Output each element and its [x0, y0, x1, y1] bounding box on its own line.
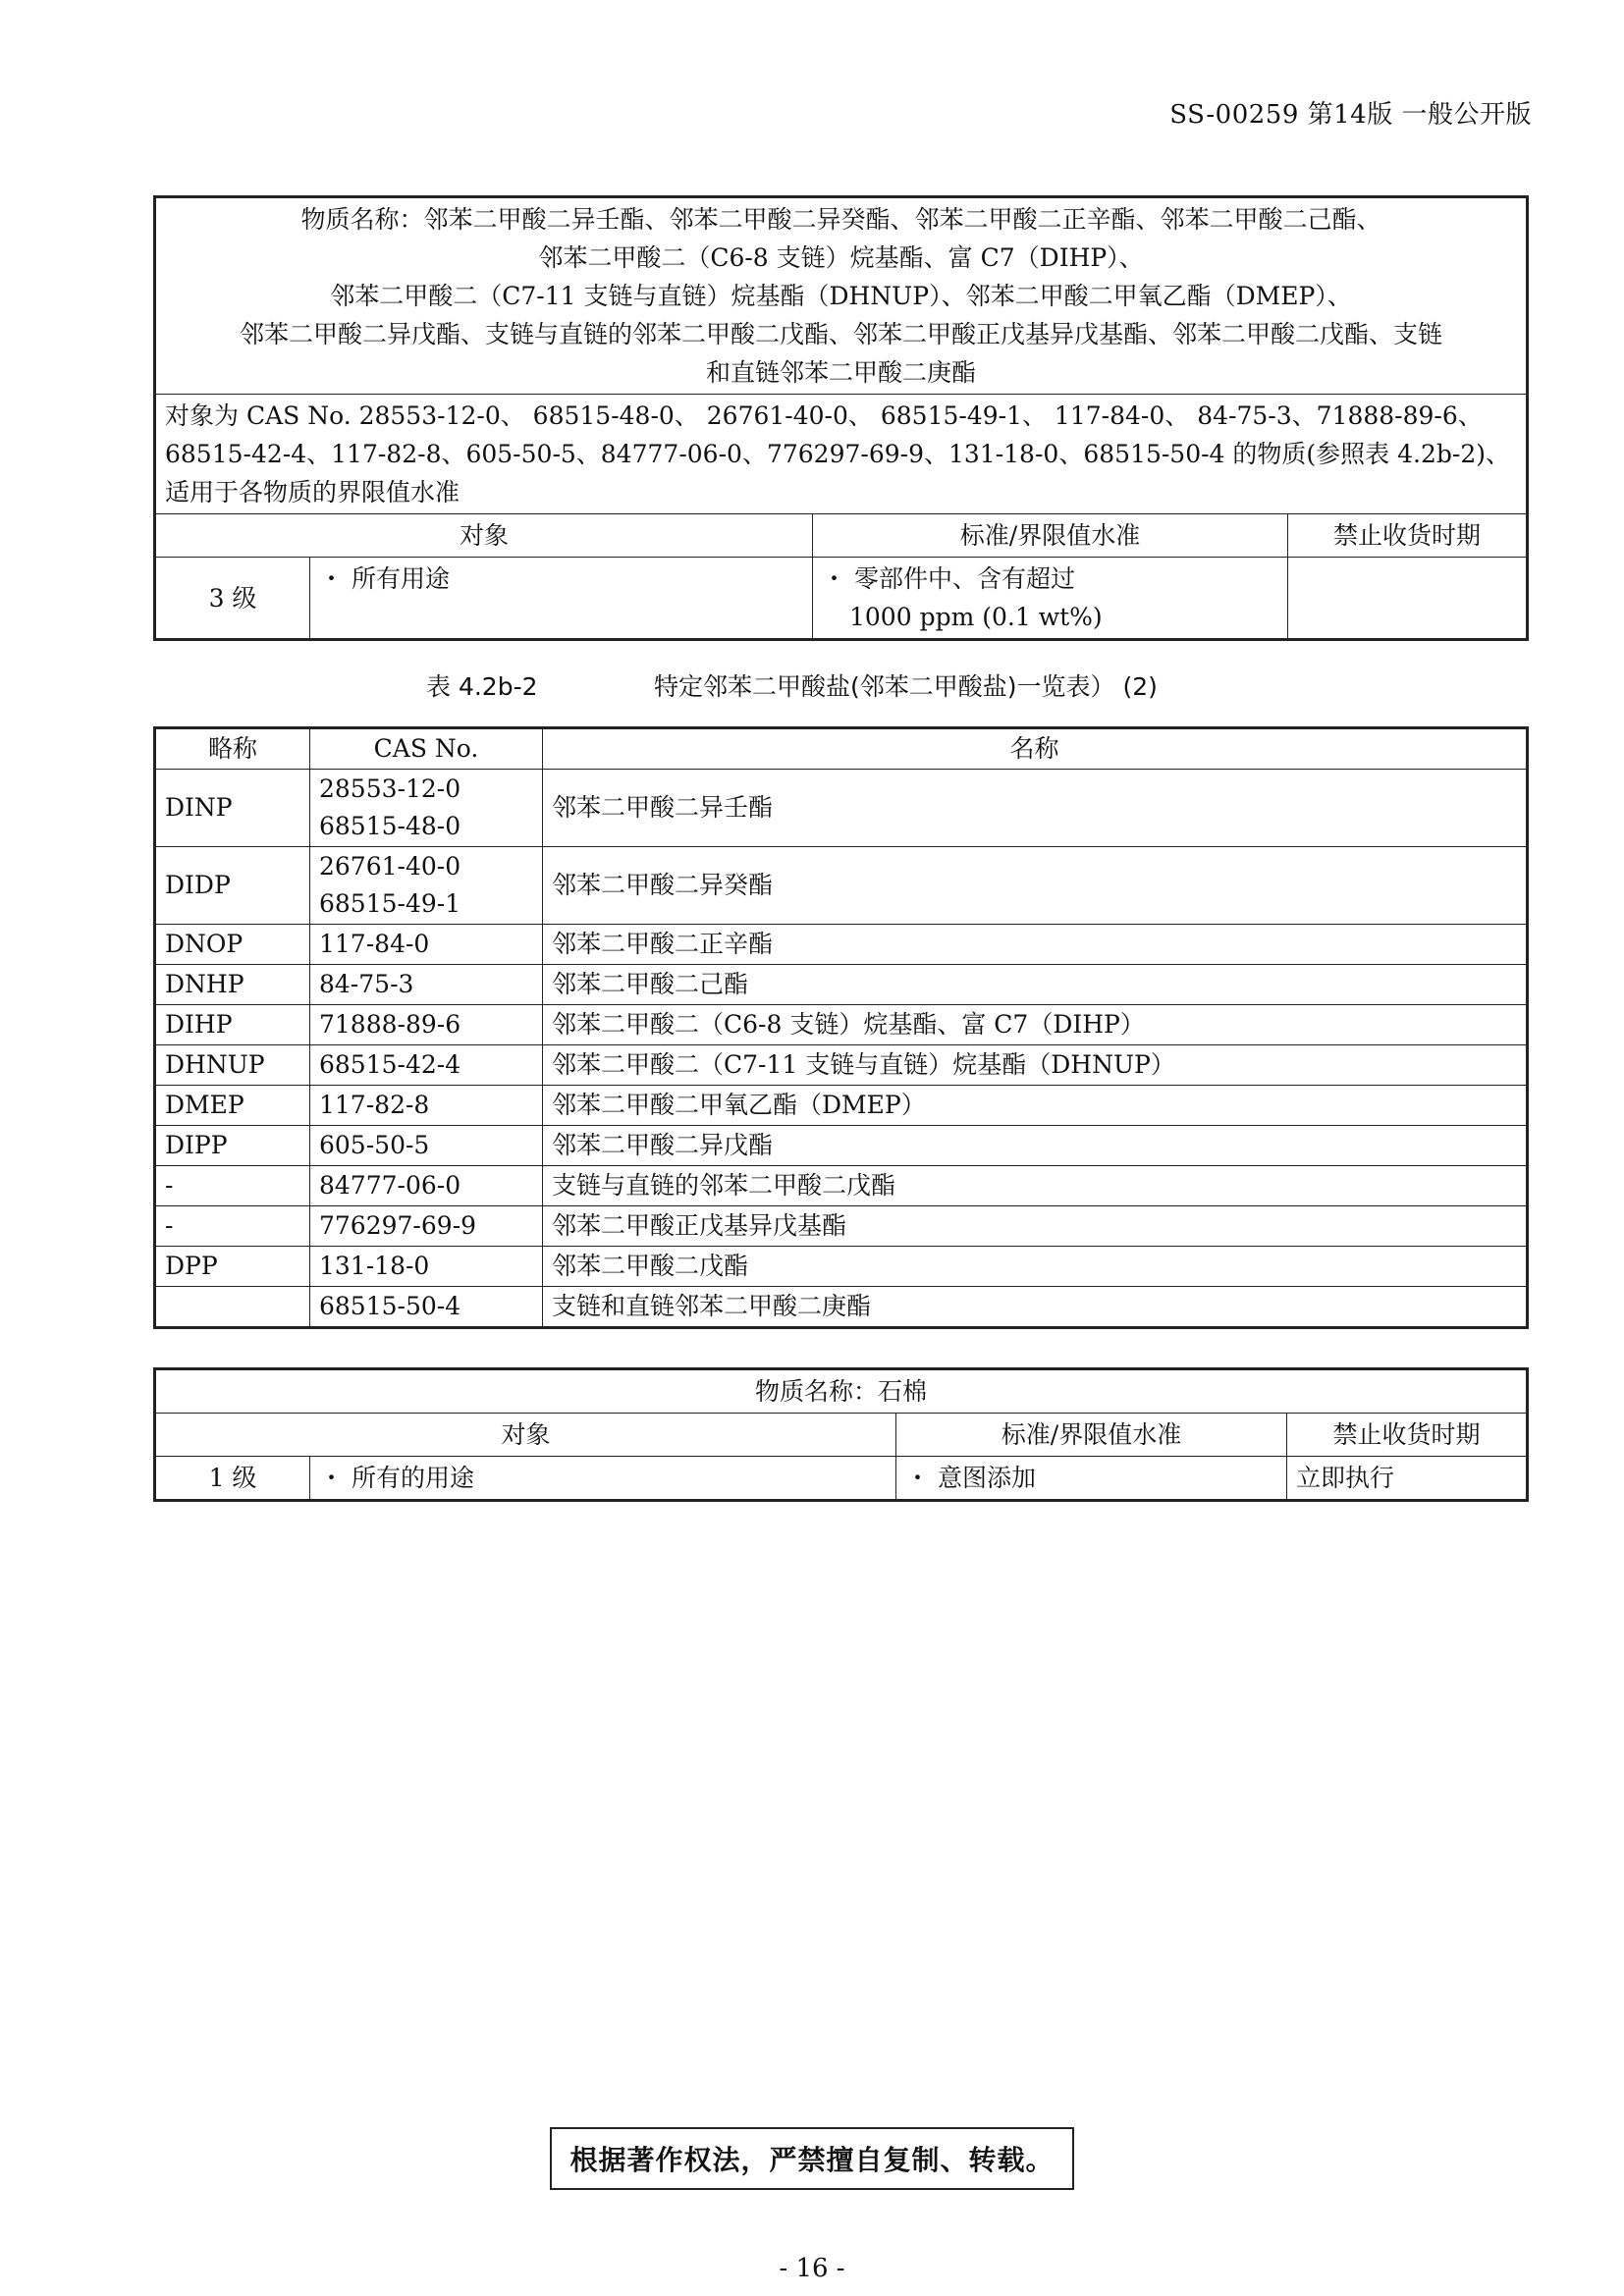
substance-name-line: 邻苯二甲酸二（C7-11 支链与直链）烷基酯（DHNUP）、邻苯二甲酸二甲氧乙酯（DMEP）、 [330, 282, 1352, 310]
name-cell: 支链和直链邻苯二甲酸二庚酯 [543, 1287, 1528, 1328]
copyright-notice [0, 2127, 1624, 2190]
substance-name-cell: 物质名称：石棉 [155, 1369, 1528, 1414]
table-row [155, 1166, 1528, 1206]
table-row [155, 1086, 1528, 1126]
name-cell: 支链与直链的邻苯二甲酸二戊酯 [543, 1166, 1528, 1206]
usage-cell: ・ 所有用途 [310, 558, 813, 640]
copyright-notice-text: 根据著作权法，严禁擅自复制、转载。 [550, 2127, 1073, 2190]
cas-cell: 117-84-0 [310, 925, 543, 965]
usage-cell: ・ 所有的用途 [310, 1457, 896, 1501]
header-standard: 标准/界限值水准 [813, 514, 1288, 558]
abbr-cell: DNOP [155, 925, 310, 965]
table-row [155, 1126, 1528, 1166]
abbr-cell: DPP [155, 1247, 310, 1287]
table-row [155, 1005, 1528, 1045]
abbr-cell: - [155, 1206, 310, 1247]
name-cell: 邻苯二甲酸二甲氧乙酯（DMEP） [543, 1086, 1528, 1126]
name-cell: 邻苯二甲酸正戊基异戊基酯 [543, 1206, 1528, 1247]
substance-name-line: 邻苯二甲酸二异戊酯、支链与直链的邻苯二甲酸二戊酯、邻苯二甲酸正戊基异戊基酯、邻苯二甲酸二戊酯、支链 [240, 320, 1443, 348]
name-cell: 邻苯二甲酸二异壬酯 [543, 770, 1528, 847]
document-id-header: SS-00259 第14版 一般公开版 [1169, 100, 1532, 130]
abbr-cell: DINP [155, 770, 310, 847]
standard-line: ・ 零部件中、含有超过 [822, 564, 1075, 593]
abbr-cell: - [155, 1166, 310, 1206]
name-cell: 邻苯二甲酸二异癸酯 [543, 847, 1528, 925]
table-row [155, 1287, 1528, 1328]
table-row [155, 1206, 1528, 1247]
cas-cell: 776297-69-9 [310, 1206, 543, 1247]
scope-cell [155, 395, 1528, 514]
asbestos-restriction-table [153, 1367, 1529, 1502]
cas-number: 26761-40-0 [319, 852, 461, 881]
list-header-row [155, 728, 1528, 770]
table-row [155, 1247, 1528, 1287]
abbr-cell [155, 1287, 310, 1328]
substance-name-line: 邻苯二甲酸二（C6-8 支链）烷基酯、富 C7（DIHP）、 [538, 243, 1144, 272]
standard-cell: ・ 意图添加 [896, 1457, 1287, 1501]
name-cell: 邻苯二甲酸二戊酯 [543, 1247, 1528, 1287]
abbr-cell: DIDP [155, 847, 310, 925]
phthalate-restriction-table [153, 195, 1529, 641]
substance-name-cell [155, 197, 1528, 395]
table-row [155, 770, 1528, 847]
table-row [155, 925, 1528, 965]
level-row [155, 1457, 1528, 1501]
table-row [155, 965, 1528, 1005]
cas-cell: 84-75-3 [310, 965, 543, 1005]
header-name: 名称 [543, 728, 1528, 770]
name-cell: 邻苯二甲酸二（C6-8 支链）烷基酯、富 C7（DIHP） [543, 1005, 1528, 1045]
cas-cell: 131-18-0 [310, 1247, 543, 1287]
cas-cell [310, 770, 543, 847]
abbr-cell: DIHP [155, 1005, 310, 1045]
substance-name-row [155, 197, 1528, 395]
standard-threshold: 1000 ppm (0.1 wt%) [849, 603, 1103, 631]
header-cas: CAS No. [310, 728, 543, 770]
cas-cell: 71888-89-6 [310, 1005, 543, 1045]
cas-cell: 68515-42-4 [310, 1045, 543, 1086]
level-cell: 1 级 [155, 1457, 310, 1501]
name-cell: 邻苯二甲酸二异戊酯 [543, 1126, 1528, 1166]
table-caption-title: 特定邻苯二甲酸盐(邻苯二甲酸盐)一览表） (2) [654, 672, 1158, 701]
cas-cell [310, 847, 543, 925]
header-ban-date: 禁止收货时期 [1288, 514, 1528, 558]
header-target: 对象 [155, 514, 813, 558]
substance-name-line: 物质名称：邻苯二甲酸二异壬酯、邻苯二甲酸二异癸酯、邻苯二甲酸二正辛酯、邻苯二甲酸二己酯、 [300, 205, 1381, 234]
abbr-cell: DIPP [155, 1126, 310, 1166]
ban-date-cell [1288, 558, 1528, 640]
cas-cell: 117-82-8 [310, 1086, 543, 1126]
table-row [155, 1045, 1528, 1086]
header-abbr: 略称 [155, 728, 310, 770]
page-number: - 16 - [779, 2254, 845, 2283]
table-caption-number: 表 4.2b-2 [426, 672, 538, 701]
scope-line: 68515-42-4、117-82-8、605-50-5、84777-06-0、776297-69-9、131-18-0、68515-50-4 的物质(参照表 4.2b-2)、 [165, 440, 1510, 468]
standard-cell [813, 558, 1288, 640]
cas-number: 68515-49-1 [319, 889, 461, 918]
header-row [155, 1414, 1528, 1457]
name-cell: 邻苯二甲酸二（C7-11 支链与直链）烷基酯（DHNUP） [543, 1045, 1528, 1086]
name-cell: 邻苯二甲酸二正辛酯 [543, 925, 1528, 965]
header-standard: 标准/界限值水准 [896, 1414, 1287, 1457]
substance-name-line: 和直链邻苯二甲酸二庚酯 [706, 358, 977, 387]
header-ban-date: 禁止收货时期 [1287, 1414, 1528, 1457]
scope-line: 适用于各物质的界限值水准 [165, 478, 460, 507]
substance-name-row [155, 1369, 1528, 1414]
cas-cell: 84777-06-0 [310, 1166, 543, 1206]
ban-date-cell: 立即执行 [1287, 1457, 1528, 1501]
level-row [155, 558, 1528, 640]
cas-number: 68515-48-0 [319, 812, 461, 840]
scope-row [155, 395, 1528, 514]
cas-cell: 605-50-5 [310, 1126, 543, 1166]
header-row [155, 514, 1528, 558]
abbr-cell: DNHP [155, 965, 310, 1005]
phthalate-list-table [153, 726, 1529, 1329]
header-target: 对象 [155, 1414, 896, 1457]
table-row [155, 847, 1528, 925]
cas-number: 28553-12-0 [319, 774, 461, 803]
scope-line: 对象为 CAS No. 28553-12-0、 68515-48-0、 26761-40-0、 68515-49-1、 117-84-0、 84-75-3、71888-89-6、 [165, 401, 1483, 430]
name-cell: 邻苯二甲酸二己酯 [543, 965, 1528, 1005]
abbr-cell: DHNUP [155, 1045, 310, 1086]
level-cell: 3 级 [155, 558, 310, 640]
cas-cell: 68515-50-4 [310, 1287, 543, 1328]
abbr-cell: DMEP [155, 1086, 310, 1126]
